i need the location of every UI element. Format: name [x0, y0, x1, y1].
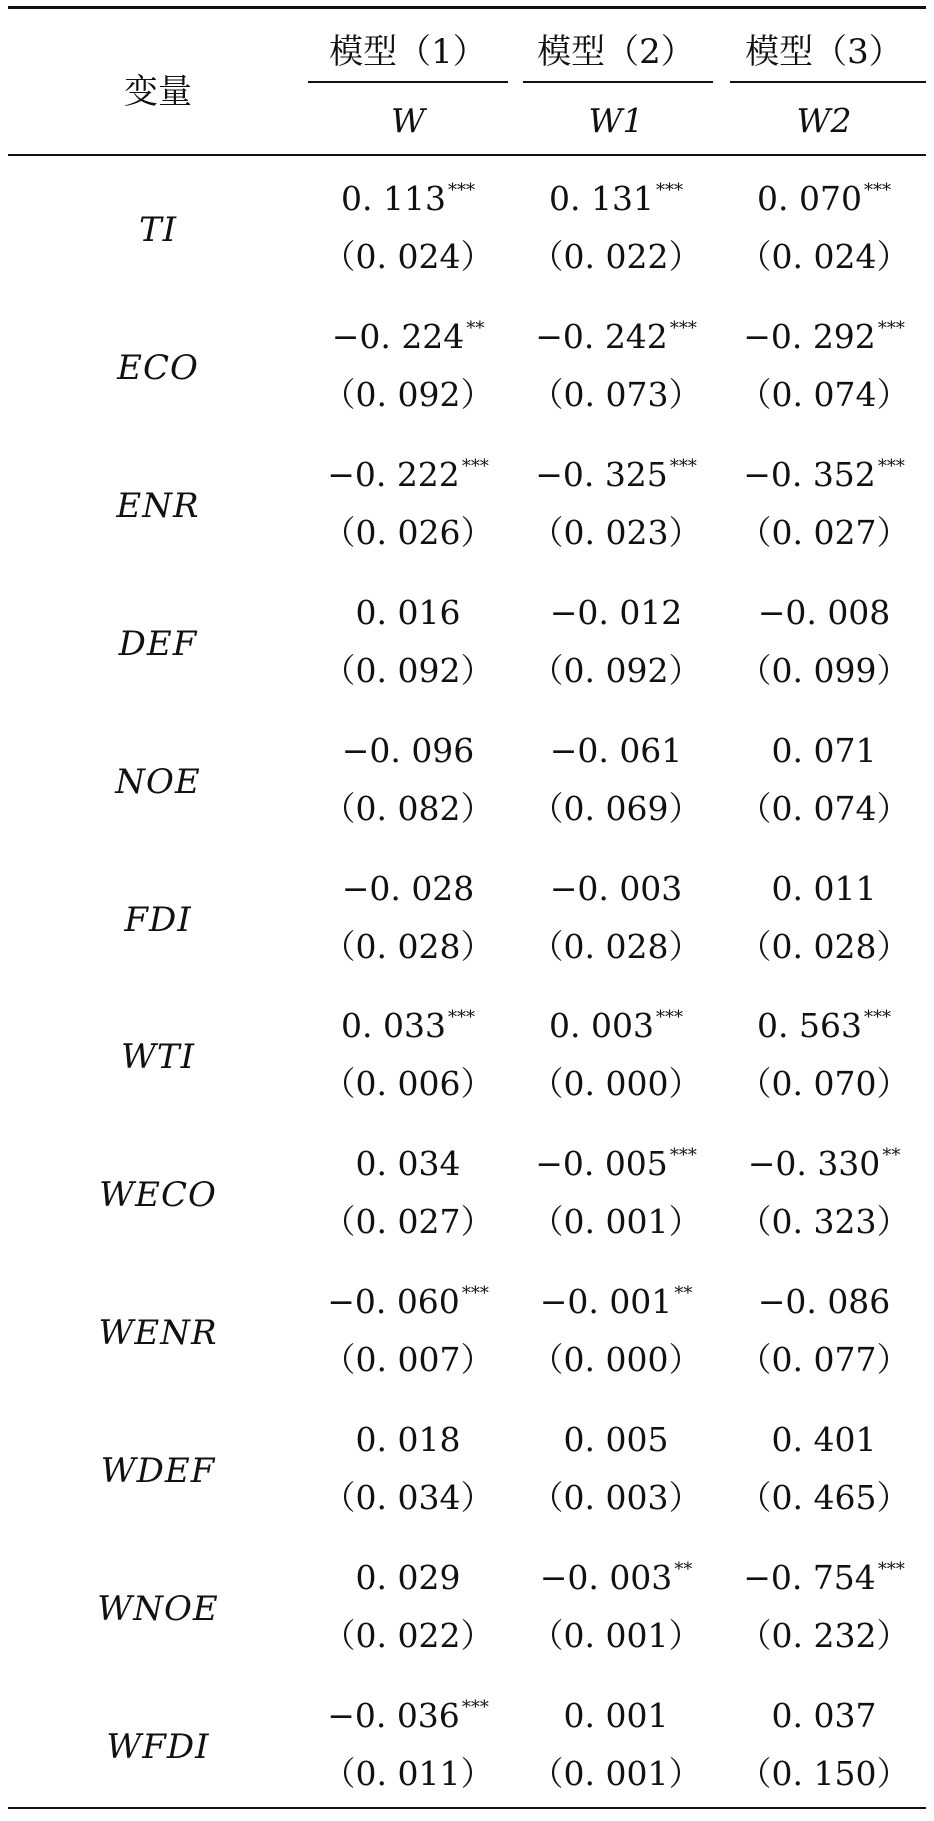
coefficient-cell	[516, 731, 716, 770]
coefficient-value: 0. 018	[355, 1420, 461, 1460]
coefficient-value: −0. 352	[743, 454, 876, 494]
standard-error-cell: （0. 024）	[738, 237, 910, 276]
variable-name: WDEF	[100, 1451, 216, 1492]
standard-error-cell: （0. 023）	[530, 512, 702, 552]
coefficient-value: −0. 222	[327, 454, 460, 494]
coefficient-value: −0. 036	[327, 1695, 460, 1735]
variable-name: FDI	[124, 899, 192, 940]
standard-error-cell: （0. 150）	[738, 1753, 910, 1793]
coefficient-value: −0. 003	[549, 868, 683, 908]
significance-stars: ***	[877, 317, 905, 339]
variable-name: WECO	[99, 1175, 217, 1216]
significance-stars: ***	[447, 180, 475, 201]
standard-error-cell: （0. 232）	[738, 1616, 910, 1655]
coefficient-cell	[724, 179, 924, 218]
coefficient-value: 0. 029	[355, 1558, 461, 1597]
significance-stars: ***	[863, 180, 891, 201]
coefficient-cell	[308, 731, 508, 770]
coefficient-cell	[724, 1696, 924, 1735]
model-1-header: 模型（1）	[329, 32, 487, 72]
weight-3-header: W2	[796, 101, 852, 140]
coefficient-value: −0. 325	[535, 454, 668, 494]
coefficient-cell	[308, 1696, 508, 1735]
variable-name: ECO	[117, 347, 199, 388]
model-2-underline	[523, 81, 713, 83]
standard-error-cell: （0. 092）	[530, 650, 702, 690]
coefficient-value: 0. 071	[771, 730, 877, 770]
standard-error-cell: （0. 001）	[530, 1753, 702, 1793]
significance-stars: ***	[669, 317, 697, 339]
variable-header: 变量	[124, 72, 192, 112]
variable-name: TI	[138, 210, 178, 250]
table-row	[8, 718, 926, 856]
coefficient-cell	[308, 593, 508, 632]
significance-stars: ***	[461, 1283, 489, 1305]
standard-error-cell: （0. 070）	[738, 1064, 910, 1104]
variable-name: ENR	[116, 485, 200, 526]
significance-stars: ***	[669, 455, 697, 477]
coefficient-value: −0. 012	[549, 592, 683, 632]
coefficient-cell	[516, 1558, 716, 1597]
coefficient-cell	[724, 1558, 924, 1597]
coefficient-cell	[308, 869, 508, 908]
coefficient-cell	[724, 731, 924, 770]
standard-error-cell: （0. 028）	[530, 926, 702, 966]
coefficient-cell	[308, 1006, 508, 1045]
coefficient-value: 0. 001	[563, 1695, 669, 1735]
coefficient-cell	[724, 1144, 924, 1183]
table-row	[8, 442, 926, 580]
table-row	[8, 1683, 926, 1821]
coefficient-value: −0. 060	[327, 1282, 460, 1322]
significance-stars: ***	[655, 180, 683, 201]
coefficient-cell	[724, 1006, 924, 1045]
coefficient-value: −0. 754	[743, 1558, 876, 1597]
significance-stars: **	[882, 1145, 901, 1167]
table-row	[8, 1407, 926, 1545]
coefficient-cell	[516, 1282, 716, 1321]
bottom-rule	[8, 1807, 926, 1809]
variable-name: DEF	[118, 623, 198, 664]
coefficient-value: 0. 016	[355, 592, 461, 632]
significance-stars: ***	[877, 1559, 905, 1580]
standard-error-cell: （0. 024）	[322, 237, 494, 276]
coefficient-value: −0. 086	[757, 1282, 891, 1322]
significance-stars: ***	[461, 455, 489, 477]
coefficient-value: −0. 005	[535, 1144, 668, 1184]
weight-2-header: W1	[588, 101, 644, 140]
coefficient-value: −0. 003	[539, 1558, 673, 1597]
standard-error-cell: （0. 092）	[322, 374, 494, 414]
coefficient-value: −0. 292	[743, 316, 876, 356]
standard-error-cell: （0. 092）	[322, 650, 494, 690]
coefficient-cell	[516, 1420, 716, 1459]
coefficient-value: 0. 005	[563, 1420, 669, 1460]
coefficient-cell	[516, 1696, 716, 1735]
table-row	[8, 304, 926, 442]
standard-error-cell: （0. 007）	[322, 1340, 494, 1380]
coefficient-value: 0. 070	[757, 179, 862, 218]
standard-error-cell: （0. 077）	[738, 1340, 910, 1380]
table-row	[8, 1269, 926, 1407]
coefficient-value: −0. 008	[757, 592, 891, 632]
coefficient-cell	[724, 1282, 924, 1321]
significance-stars: **	[674, 1559, 693, 1580]
coefficient-cell	[724, 1420, 924, 1459]
significance-stars: **	[466, 317, 485, 339]
significance-stars: ***	[461, 1696, 489, 1718]
standard-error-cell: （0. 028）	[322, 926, 494, 966]
coefficient-cell	[724, 455, 924, 494]
significance-stars: ***	[669, 1145, 697, 1167]
coefficient-value: 0. 037	[771, 1695, 877, 1735]
coefficient-cell	[516, 317, 716, 356]
standard-error-cell: （0. 027）	[322, 1202, 494, 1242]
standard-error-cell: （0. 028）	[738, 926, 910, 966]
standard-error-cell: （0. 074）	[738, 374, 910, 414]
standard-error-cell: （0. 022）	[322, 1616, 494, 1655]
standard-error-cell: （0. 001）	[530, 1202, 702, 1242]
table-row	[8, 1131, 926, 1269]
standard-error-cell: （0. 000）	[530, 1340, 702, 1380]
coefficient-value: −0. 061	[549, 730, 683, 770]
header-rule	[8, 154, 926, 156]
coefficient-cell	[308, 1420, 508, 1459]
coefficient-cell	[308, 455, 508, 494]
standard-error-cell: （0. 099）	[738, 650, 910, 690]
coefficient-cell	[724, 593, 924, 632]
coefficient-value: 0. 011	[771, 868, 877, 908]
significance-stars: ***	[655, 1007, 683, 1029]
model-2-header: 模型（2）	[537, 32, 695, 72]
significance-stars: ***	[877, 455, 905, 477]
significance-stars: **	[674, 1283, 693, 1305]
standard-error-cell: （0. 073）	[530, 374, 702, 414]
coefficient-value: 0. 113	[341, 179, 446, 218]
standard-error-cell: （0. 000）	[530, 1064, 702, 1104]
coefficient-value: 0. 131	[549, 179, 654, 218]
table-row	[8, 166, 926, 304]
coefficient-value: 0. 003	[549, 1006, 654, 1046]
significance-stars: ***	[447, 1007, 475, 1029]
coefficient-cell	[308, 1558, 508, 1597]
coefficient-value: −0. 001	[539, 1282, 673, 1322]
table-row	[8, 580, 926, 718]
coefficient-cell	[516, 869, 716, 908]
coefficient-cell	[308, 317, 508, 356]
table-row	[8, 1545, 926, 1683]
standard-error-cell: （0. 022）	[530, 237, 702, 276]
standard-error-cell: （0. 323）	[738, 1202, 910, 1242]
coefficient-cell	[516, 593, 716, 632]
model-3-header: 模型（3）	[745, 32, 903, 72]
standard-error-cell: （0. 034）	[322, 1478, 494, 1518]
model-3-underline	[730, 81, 926, 83]
standard-error-cell: （0. 027）	[738, 512, 910, 552]
standard-error-cell: （0. 465）	[738, 1478, 910, 1518]
coefficient-value: −0. 242	[535, 316, 668, 356]
table-row	[8, 993, 926, 1131]
variable-name: WENR	[98, 1313, 218, 1354]
table-row	[8, 856, 926, 994]
significance-stars: ***	[863, 1007, 891, 1029]
variable-name: WFDI	[106, 1726, 210, 1767]
coefficient-cell	[516, 455, 716, 494]
coefficient-value: −0. 096	[341, 730, 475, 770]
coefficient-cell	[724, 869, 924, 908]
standard-error-cell: （0. 074）	[738, 788, 910, 828]
coefficient-value: 0. 034	[355, 1144, 461, 1184]
coefficient-cell	[516, 1144, 716, 1183]
standard-error-cell: （0. 003）	[530, 1478, 702, 1518]
coefficient-cell	[308, 1144, 508, 1183]
coefficient-value: 0. 401	[771, 1420, 877, 1460]
coefficient-cell	[308, 1282, 508, 1321]
coefficient-value: 0. 563	[757, 1006, 862, 1046]
standard-error-cell: （0. 069）	[530, 788, 702, 828]
coefficient-cell	[308, 179, 508, 218]
standard-error-cell: （0. 001）	[530, 1616, 702, 1655]
coefficient-value: 0. 033	[341, 1006, 446, 1046]
standard-error-cell: （0. 026）	[322, 512, 494, 552]
coefficient-value: −0. 224	[331, 316, 465, 356]
standard-error-cell: （0. 082）	[322, 788, 494, 828]
coefficient-cell	[516, 179, 716, 218]
weight-1-header: W	[391, 101, 425, 140]
coefficient-cell	[516, 1006, 716, 1045]
top-rule	[8, 6, 926, 9]
coefficient-cell	[724, 317, 924, 356]
variable-name: WTI	[120, 1037, 196, 1078]
variable-name: NOE	[115, 761, 201, 802]
standard-error-cell: （0. 006）	[322, 1064, 494, 1104]
standard-error-cell: （0. 011）	[322, 1753, 494, 1793]
coefficient-value: −0. 028	[341, 868, 475, 908]
variable-name: WNOE	[97, 1589, 219, 1629]
coefficient-value: −0. 330	[747, 1144, 881, 1184]
model-1-underline	[308, 81, 508, 83]
